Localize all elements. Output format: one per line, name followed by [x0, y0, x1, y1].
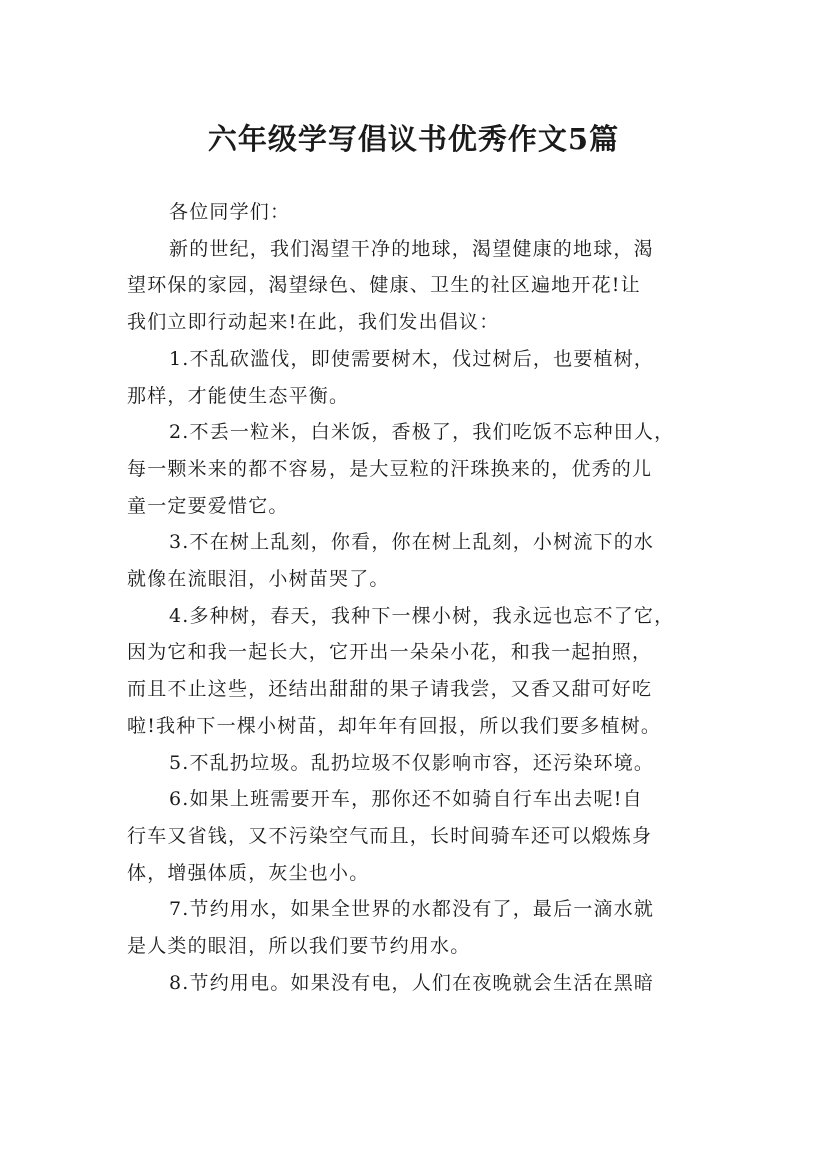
paragraph-line: 5.不乱扔垃圾。乱扔垃圾不仅影响市容，还污染环境。 [169, 751, 655, 774]
paragraph-line: 1.不乱砍滥伐，即使需要树木，伐过树后，也要植树， [169, 347, 655, 370]
salutation-line: 各位同学们： [169, 201, 291, 223]
paragraph-line: 8.节约用电。如果没有电，人们在夜晚就会生活在黑暗 [169, 971, 655, 994]
paragraph-line: 6.如果上班需要开车，那你还不如骑自行车出去呢!自 [169, 788, 643, 811]
salutation [127, 194, 717, 231]
paragraph [127, 414, 717, 524]
paragraph-line: 行车又省钱，又不污染空气而且，长时间骑车还可以煅炼身 [127, 824, 653, 847]
paragraph-line: 而且不止这些，还结出甜甜的果子请我尝，又香又甜可好吃 [127, 678, 653, 701]
paragraph [127, 781, 717, 891]
paragraph-list [127, 231, 717, 1002]
paragraph-line: 就像在流眼泪，小树苗哭了。 [127, 568, 390, 591]
paragraph-line: 新的世纪，我们渴望干净的地球，渴望健康的地球，渴 [169, 237, 654, 260]
paragraph-line: 因为它和我一起长大，它开出一朵朵小花，和我一起拍照， [127, 641, 653, 664]
paragraph [127, 745, 717, 782]
paragraph-line: 童一定要爱惜它。 [127, 494, 289, 517]
paragraph-line: 3.不在树上乱刻，你看，你在树上乱刻，小树流下的水 [169, 531, 655, 554]
paragraph-line: 每一颗米来的都不容易，是大豆粒的汗珠换来的，优秀的儿 [127, 457, 653, 480]
paragraph-line: 望环保的家园，渴望绿色、健康、卫生的社区遍地开花!让 [127, 274, 641, 297]
paragraph-line: 4.多种树，春天，我种下一棵小树，我永远也忘不了它， [169, 604, 675, 627]
paragraph [127, 341, 717, 414]
paragraph-line: 是人类的眼泪，所以我们要节约用水。 [127, 935, 471, 958]
paragraph-line: 啦!我种下一棵小树苗，却年年有回报，所以我们要多植树。 [127, 714, 662, 737]
paragraph [127, 891, 717, 964]
paragraph-line: 我们立即行动起来!在此，我们发出倡议： [127, 311, 500, 334]
document-body [127, 194, 717, 1001]
document-title: 六年级学写倡议书优秀作文5篇 [207, 122, 620, 157]
paragraph-line: 7.节约用水，如果全世界的水都没有了，最后一滴水就 [169, 898, 655, 921]
paragraph-line: 体，增强体质，灰尘也小。 [127, 861, 370, 884]
paragraph [127, 965, 717, 1002]
paragraph [127, 598, 717, 745]
paragraph-line: 那样，才能使生态平衡。 [127, 384, 350, 407]
paragraph [127, 231, 717, 341]
paragraph [127, 524, 717, 597]
paragraph-line: 2.不丢一粒米，白米饭，香极了，我们吃饭不忘种田人， [169, 421, 675, 444]
